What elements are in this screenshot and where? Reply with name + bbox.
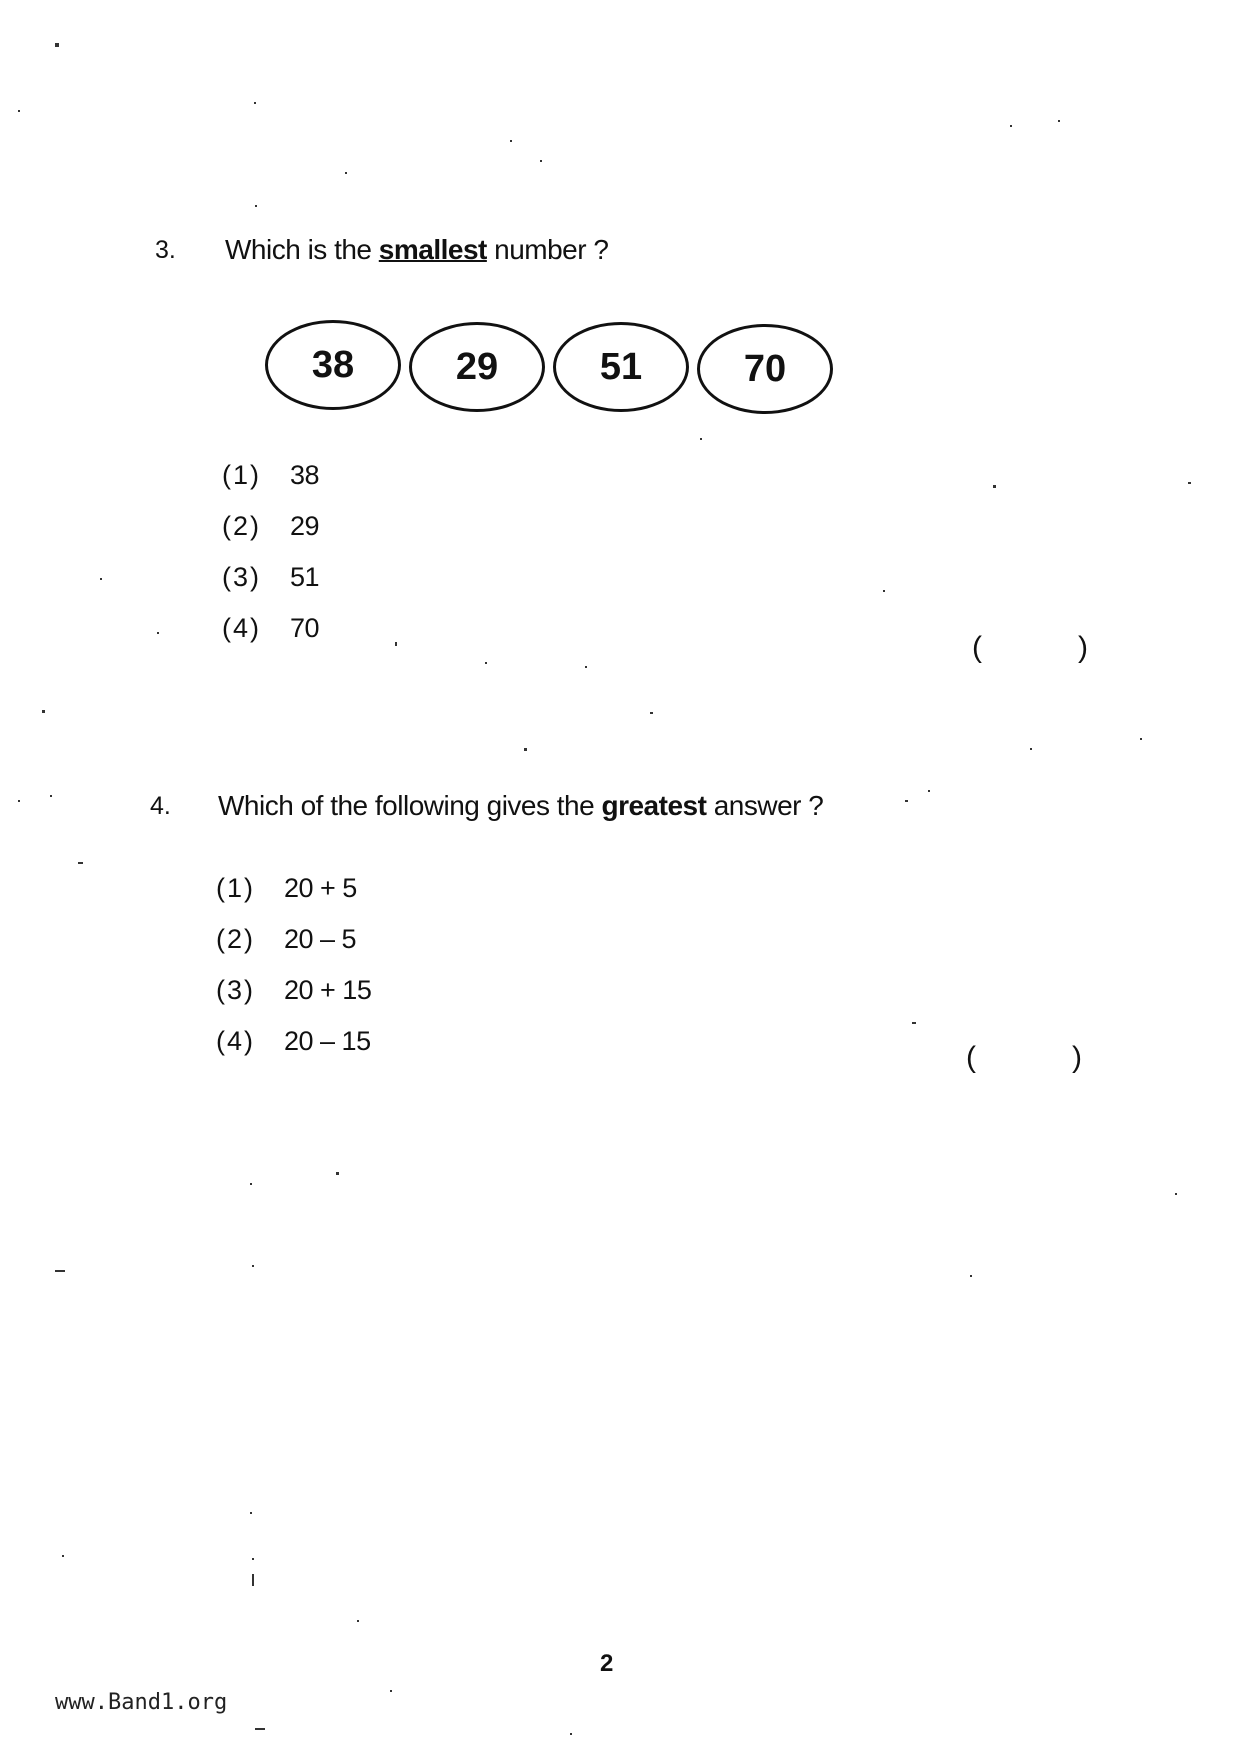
scan-speck <box>255 205 257 207</box>
scan-speck <box>252 1558 254 1560</box>
scan-speck <box>357 1620 359 1622</box>
scan-speck <box>485 662 487 664</box>
option-label: (2) <box>216 924 255 954</box>
scan-speck <box>78 862 83 864</box>
scan-speck <box>700 438 702 440</box>
option-label: (2) <box>222 511 261 541</box>
scan-speck <box>157 632 159 634</box>
scan-speck <box>928 790 930 792</box>
scan-speck <box>395 642 397 646</box>
number-oval: 51 <box>553 322 689 412</box>
option-value: 29 <box>290 511 320 541</box>
scan-speck <box>345 172 347 174</box>
question-text <box>225 234 608 266</box>
scan-speck <box>650 712 653 714</box>
option-1 <box>222 450 319 501</box>
scan-speck <box>250 1183 252 1185</box>
scan-speck <box>1188 482 1191 484</box>
answer-bracket-open: ( <box>966 1041 976 1074</box>
question-text-before: Which is the <box>225 234 379 265</box>
scan-speck <box>912 1022 916 1024</box>
option-label: (3) <box>216 975 255 1005</box>
number-oval: 38 <box>265 320 401 410</box>
option-4 <box>216 1016 371 1067</box>
option-2 <box>216 914 371 965</box>
scan-speck <box>254 102 256 104</box>
scan-speck <box>252 1265 254 1267</box>
option-4 <box>222 603 319 654</box>
option-label: (1) <box>222 460 261 490</box>
option-value: 20 + 15 <box>284 975 372 1005</box>
question-emphasis: greatest <box>601 790 707 821</box>
site-url: www.Band1.org <box>55 1690 228 1715</box>
answer-bracket-close: ) <box>1072 1041 1082 1074</box>
option-value: 20 – 15 <box>284 1026 371 1056</box>
option-2 <box>222 501 319 552</box>
scan-speck <box>252 1574 254 1586</box>
scan-speck <box>1175 1193 1177 1195</box>
scan-speck <box>390 1690 392 1692</box>
scan-speck <box>883 590 885 592</box>
scan-speck <box>18 800 20 802</box>
question-text <box>218 790 823 822</box>
scan-speck <box>1010 125 1012 127</box>
scan-speck <box>524 748 527 751</box>
scan-speck <box>18 110 20 112</box>
scan-speck <box>1058 120 1060 122</box>
scan-speck <box>540 160 542 162</box>
option-value: 38 <box>290 460 320 490</box>
scan-speck <box>250 1512 252 1514</box>
number-ovals <box>265 322 845 418</box>
scan-speck <box>570 1733 572 1735</box>
scan-speck <box>1140 738 1142 740</box>
question-text-after: number ? <box>486 234 609 265</box>
question-emphasis: smallest <box>378 234 487 265</box>
scan-speck <box>62 1555 64 1557</box>
scan-speck <box>336 1172 339 1175</box>
scan-speck <box>970 1275 972 1277</box>
scan-speck <box>50 795 52 797</box>
scan-speck <box>55 1270 65 1272</box>
answer-bracket[interactable] <box>972 630 1088 666</box>
scan-speck <box>100 578 102 580</box>
number-oval: 29 <box>409 322 545 412</box>
scan-speck <box>905 800 908 802</box>
option-label: (4) <box>216 1026 255 1056</box>
option-3 <box>222 552 319 603</box>
option-value: 20 – 5 <box>284 924 357 954</box>
question-number: 4. <box>150 792 171 820</box>
question-number: 3. <box>155 236 176 264</box>
option-label: (4) <box>222 613 261 643</box>
option-value: 70 <box>290 613 320 643</box>
question-text-before: Which of the following gives the <box>218 790 602 821</box>
option-value: 51 <box>290 562 320 592</box>
answer-bracket-open: ( <box>972 631 982 664</box>
option-3 <box>216 965 371 1016</box>
option-label: (3) <box>222 562 261 592</box>
scan-speck <box>55 43 59 47</box>
answer-options <box>216 863 371 1067</box>
scan-speck <box>585 666 587 668</box>
option-label: (1) <box>216 873 255 903</box>
scan-speck <box>993 485 996 488</box>
question-text-after: answer ? <box>706 790 824 821</box>
scan-speck <box>510 140 512 142</box>
number-oval: 70 <box>697 324 833 414</box>
scan-speck <box>255 1728 265 1730</box>
answer-bracket[interactable] <box>966 1040 1082 1076</box>
scan-speck <box>42 710 45 713</box>
page-number: 2 <box>600 1650 614 1677</box>
answer-options <box>222 450 319 654</box>
answer-bracket-close: ) <box>1078 631 1088 664</box>
scan-speck <box>1030 748 1032 750</box>
option-1 <box>216 863 371 914</box>
option-value: 20 + 5 <box>284 873 357 903</box>
